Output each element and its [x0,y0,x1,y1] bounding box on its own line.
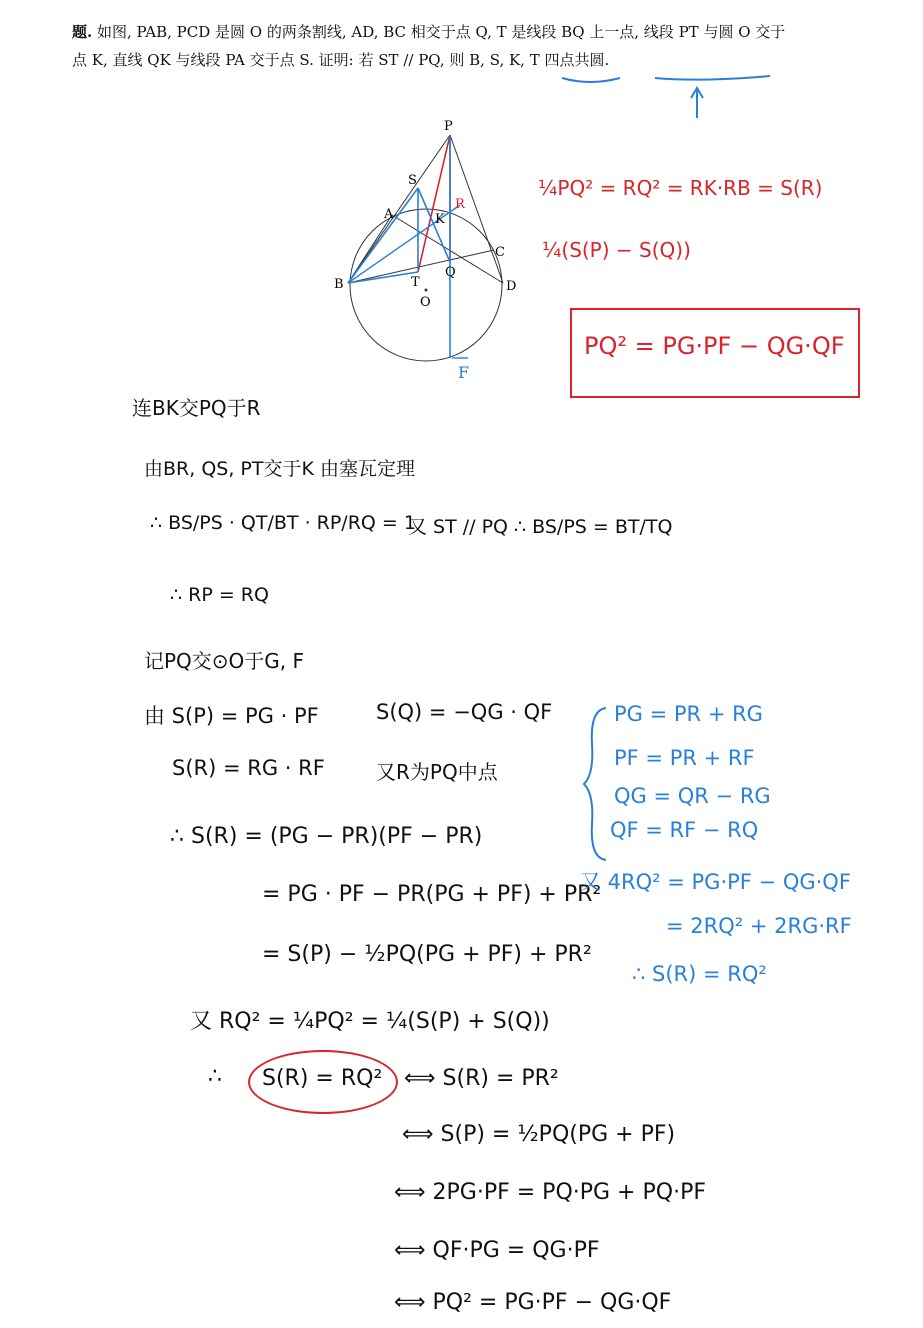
label-T: T [411,275,420,290]
label-F: F [458,363,470,382]
proof-line-10: = S(P) − ½PQ(PG + PF) + PR² [262,942,592,967]
proof-line-8: ∴ S(R) = (PG − PR)(PF − PR) [170,824,483,849]
proof-line-9: = PG · PF − PR(PG + PF) + PR² [262,882,602,907]
problem-label: 题. [72,23,93,41]
proof-line-12a: ∴ [208,1064,222,1089]
blue-note-5: 又 4RQ² = PG·PF − QG·QF [580,870,851,894]
proof-line-7a: S(R) = RG · RF [172,756,325,780]
blue-note-2: PF = PR + RF [614,746,755,770]
label-O: O [420,295,431,310]
label-A: A [384,207,394,222]
proof-line-4: ∴ RP = RQ [170,584,269,606]
proof-line-14: ⟺ 2PG·PF = PQ·PG + PQ·PF [394,1180,706,1205]
label-D: D [506,279,517,294]
proof-line-11: 又 RQ² = ¼PQ² = ¼(S(P) + S(Q)) [190,1009,550,1034]
label-B: B [334,277,344,292]
proof-line-12b: S(R) = RQ² [262,1066,383,1091]
proof-line-5: 记PQ交⊙O于G, F [144,649,305,673]
proof-line-13: ⟺ S(P) = ½PQ(PG + PF) [402,1122,676,1147]
label-Q: Q [445,265,456,280]
red-box-formula: PQ² = PG·PF − QG·QF [584,332,845,360]
blue-note-7: ∴ S(R) = RQ² [632,962,767,986]
label-S: S [408,173,417,188]
problem-underline-marks [0,0,923,130]
proof-line-12c: ⟺ S(R) = PR² [404,1066,559,1091]
label-K: K [435,212,445,227]
proof-line-6b: S(Q) = −QG · QF [376,700,553,724]
red-note-line1: ¼PQ² = RQ² = RK·RB = S(R) [538,176,823,200]
blue-note-4: QF = RF − RQ [610,818,759,842]
proof-line-6a: 由 S(P) = PG · PF [144,704,319,728]
proof-line-2: 由BR, QS, PT交于K 由塞瓦定理 [144,458,415,480]
blue-note-6: = 2RQ² + 2RG·RF [666,914,852,938]
label-P: P [444,119,453,134]
label-R: R [455,197,465,212]
proof-line-16: ⟺ PQ² = PG·PF − QG·QF [394,1290,672,1315]
label-C: C [495,245,505,260]
blue-note-3: QG = QR − RG [614,784,771,808]
geometry-figure [330,115,530,385]
proof-line-7b: 又R为PQ中点 [376,760,498,784]
red-note-line2: ¼(S(P) − S(Q)) [542,238,691,262]
blue-note-1: PG = PR + RG [614,702,763,726]
proof-line-1: 连BK交PQ于R [132,396,261,420]
proof-line-3b: 又 ST // PQ ∴ BS/PS = BT/TQ [408,516,673,538]
proof-line-15: ⟺ QF·PG = QG·PF [394,1238,600,1263]
problem-text: 如图, PAB, PCD 是圆 O 的两条割线, AD, BC 相交于点 Q, T 是线段 BQ 上一点, 线段 PT 与圆 O 交于点 K, 直线 QK 与线段 PA 交于点 S. 证明: 若 ST // PQ, 则 B, S, K, T 四点共圆. [72,23,786,69]
blue-brace [582,704,612,864]
proof-line-3a: ∴ BS/PS · QT/BT · RP/RQ = 1 [150,512,416,534]
